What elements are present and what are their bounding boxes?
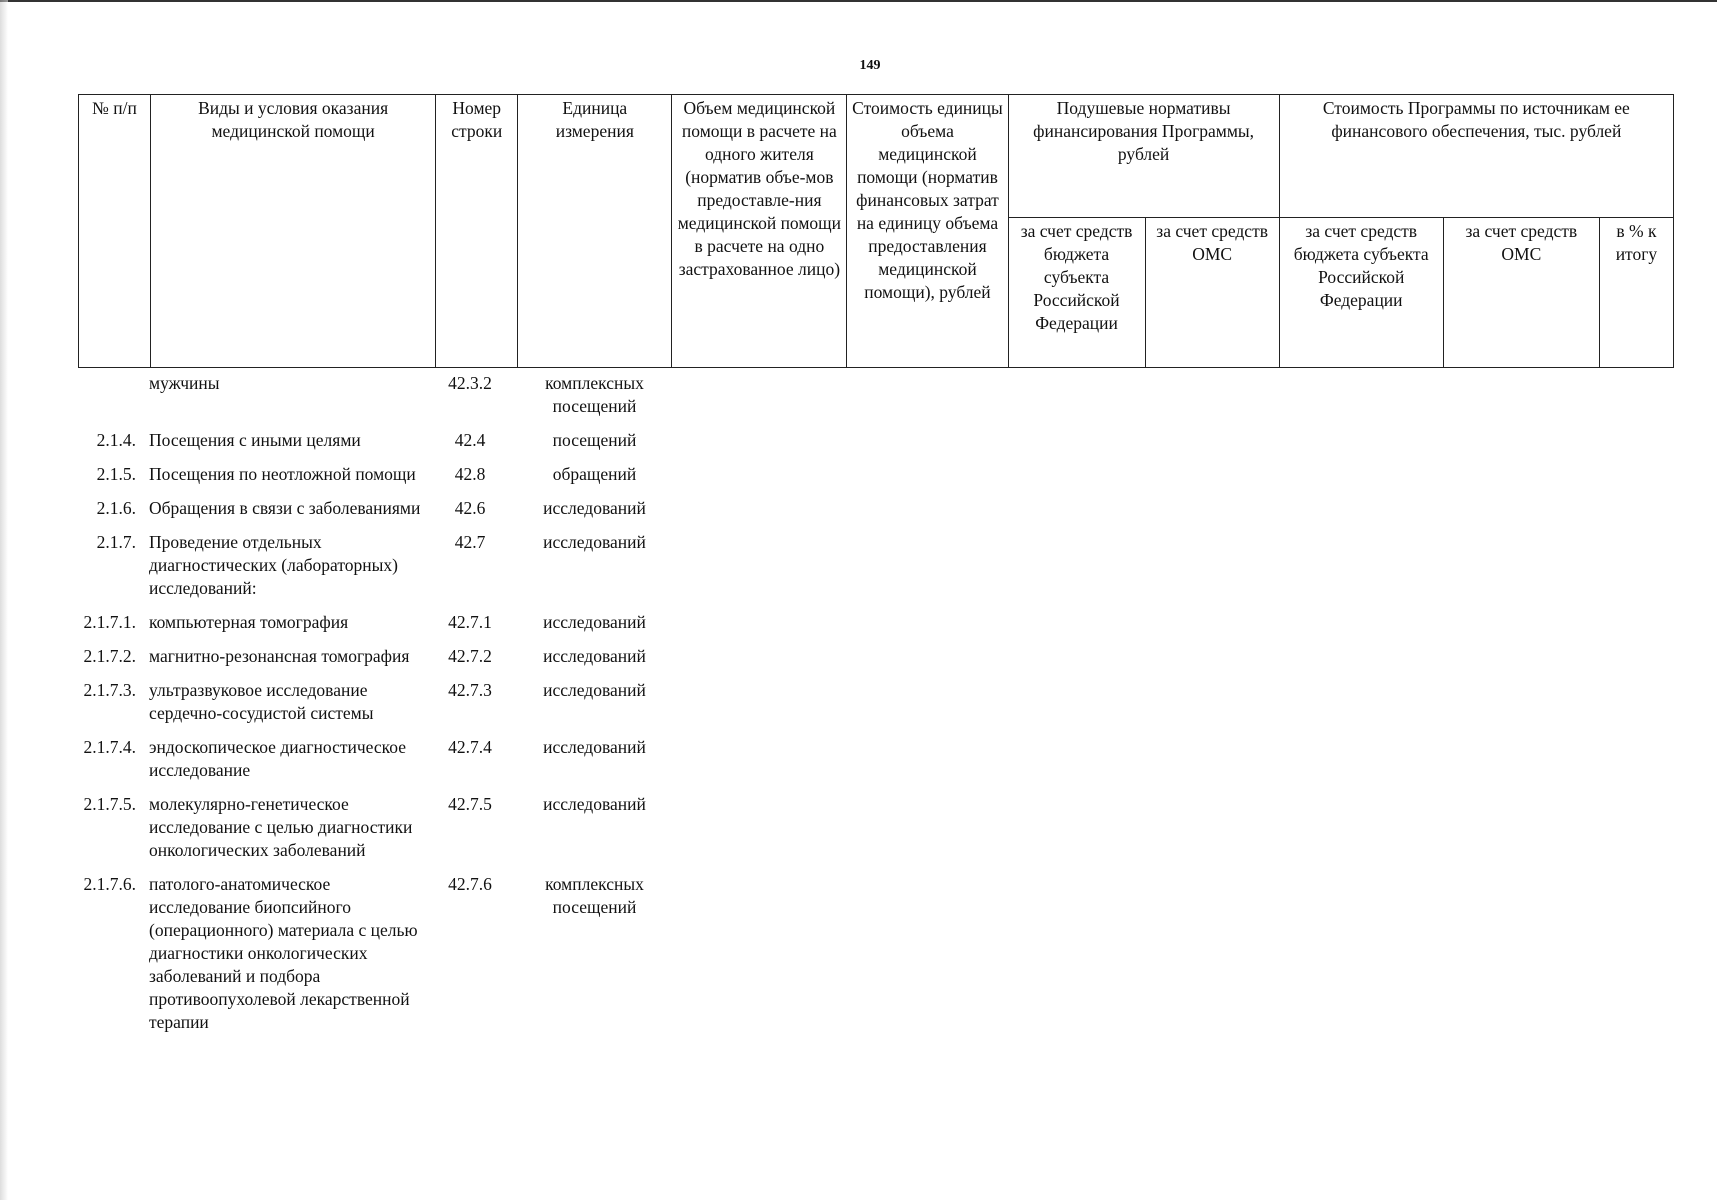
row-line: 42.6 xyxy=(454,498,486,518)
row-line: 42.7.1 xyxy=(448,612,492,632)
row-name: магнитно-резонансная томография xyxy=(149,646,410,666)
row-unit: исследований xyxy=(543,737,646,757)
page-number: 149 xyxy=(859,58,881,73)
row-number: 2.1.4. xyxy=(96,430,136,450)
row-unit: обращений xyxy=(552,464,637,484)
row-line: 42.8 xyxy=(454,464,486,484)
row-unit: комплексных посещений xyxy=(545,373,644,416)
table-row xyxy=(78,429,678,452)
header-line: Номер строки xyxy=(436,95,518,368)
row-number: 2.1.6. xyxy=(96,498,136,518)
row-unit: исследований xyxy=(543,498,646,518)
row-number: 2.1.7.3. xyxy=(83,680,136,700)
header-volume: Объем медицинской помощи в расчете на одного жителя (норматив объе-мов предоставле-ния медицинской помощи в расчете на одно застрахованное лицо) xyxy=(672,95,847,368)
table-row xyxy=(78,531,678,600)
header-num: № п/п xyxy=(79,95,151,368)
table-body xyxy=(78,372,678,1045)
row-name: Проведение отдельных диагностических (лабораторных) исследований: xyxy=(149,532,398,598)
row-name: молекулярно-генетическое исследование с целью диагностики онкологических заболеваний xyxy=(149,794,413,860)
table-row xyxy=(78,873,678,1034)
table-row xyxy=(78,497,678,520)
row-line: 42.7 xyxy=(454,532,486,552)
header-unit: Единица измерения xyxy=(518,95,672,368)
row-name: мужчины xyxy=(149,373,220,393)
row-name: Посещения по неотложной помощи xyxy=(149,464,416,484)
row-line: 42.7.4 xyxy=(448,737,492,757)
header-sub-budget: за счет средств бюджета субъекта Российской Федерации xyxy=(1008,218,1145,368)
header-sub-percent: в % к итогу xyxy=(1599,218,1673,368)
table-row xyxy=(78,679,678,725)
top-rule xyxy=(0,0,1717,2)
header-cost: Стоимость единицы объема медицинской помощи (норматив финансовых затрат на единицу объема предоставления медицинской помощи), рублей xyxy=(847,95,1008,368)
header-program: Стоимость Программы по источникам ее финансового обеспечения, тыс. рублей xyxy=(1279,95,1673,218)
table-row xyxy=(78,372,678,418)
row-number: 2.1.7.5. xyxy=(83,794,136,814)
header-sub-prog-budget: за счет средств бюджета субъекта Российской Федерации xyxy=(1279,218,1443,368)
table-row xyxy=(78,463,678,486)
table-row xyxy=(78,645,678,668)
row-line: 42.7.6 xyxy=(448,874,492,894)
table-row xyxy=(78,611,678,634)
row-unit: посещений xyxy=(552,430,637,450)
table-row xyxy=(78,793,678,862)
row-name: эндоскопическое диагностическое исследование xyxy=(149,737,406,780)
row-number: 2.1.7.1. xyxy=(83,612,136,632)
row-name: Посещения с иными целями xyxy=(149,430,361,450)
row-number: 2.1.5. xyxy=(96,464,136,484)
row-name: ультразвуковое исследование сердечно-сосудистой системы xyxy=(149,680,374,723)
row-unit: исследований xyxy=(543,646,646,666)
row-unit: исследований xyxy=(543,794,646,814)
row-name: Обращения в связи с заболеваниями xyxy=(149,498,421,518)
scan-edge xyxy=(0,0,8,1200)
header-percapita: Подушевые нормативы финансирования Программы, рублей xyxy=(1008,95,1279,218)
header-sub-oms: за счет средств ОМС xyxy=(1145,218,1279,368)
header-kind: Виды и условия оказания медицинской помощи xyxy=(151,95,436,368)
row-number: 2.1.7.4. xyxy=(83,737,136,757)
row-name: компьютерная томография xyxy=(149,612,349,632)
row-number: 2.1.7.6. xyxy=(83,874,136,894)
row-unit: комплексных посещений xyxy=(545,874,644,917)
row-number: 2.1.7. xyxy=(96,532,136,552)
row-name: патолого-анатомическое исследование биопсийного (операционного) материала с целью диагностики онкологических заболеваний и подбора противоопухолевой лекарственной терапии xyxy=(149,874,418,1032)
header-sub-prog-oms: за счет средств ОМС xyxy=(1443,218,1599,368)
table-header xyxy=(78,94,1674,368)
row-line: 42.7.3 xyxy=(448,680,492,700)
row-line: 42.4 xyxy=(454,430,486,450)
row-line: 42.7.2 xyxy=(448,646,492,666)
table-row xyxy=(78,736,678,782)
row-number: 2.1.7.2. xyxy=(83,646,136,666)
row-unit: исследований xyxy=(543,532,646,552)
row-line: 42.3.2 xyxy=(448,373,492,393)
row-line: 42.7.5 xyxy=(448,794,492,814)
row-unit: исследований xyxy=(543,680,646,700)
row-number xyxy=(78,372,144,418)
row-unit: исследований xyxy=(543,612,646,632)
